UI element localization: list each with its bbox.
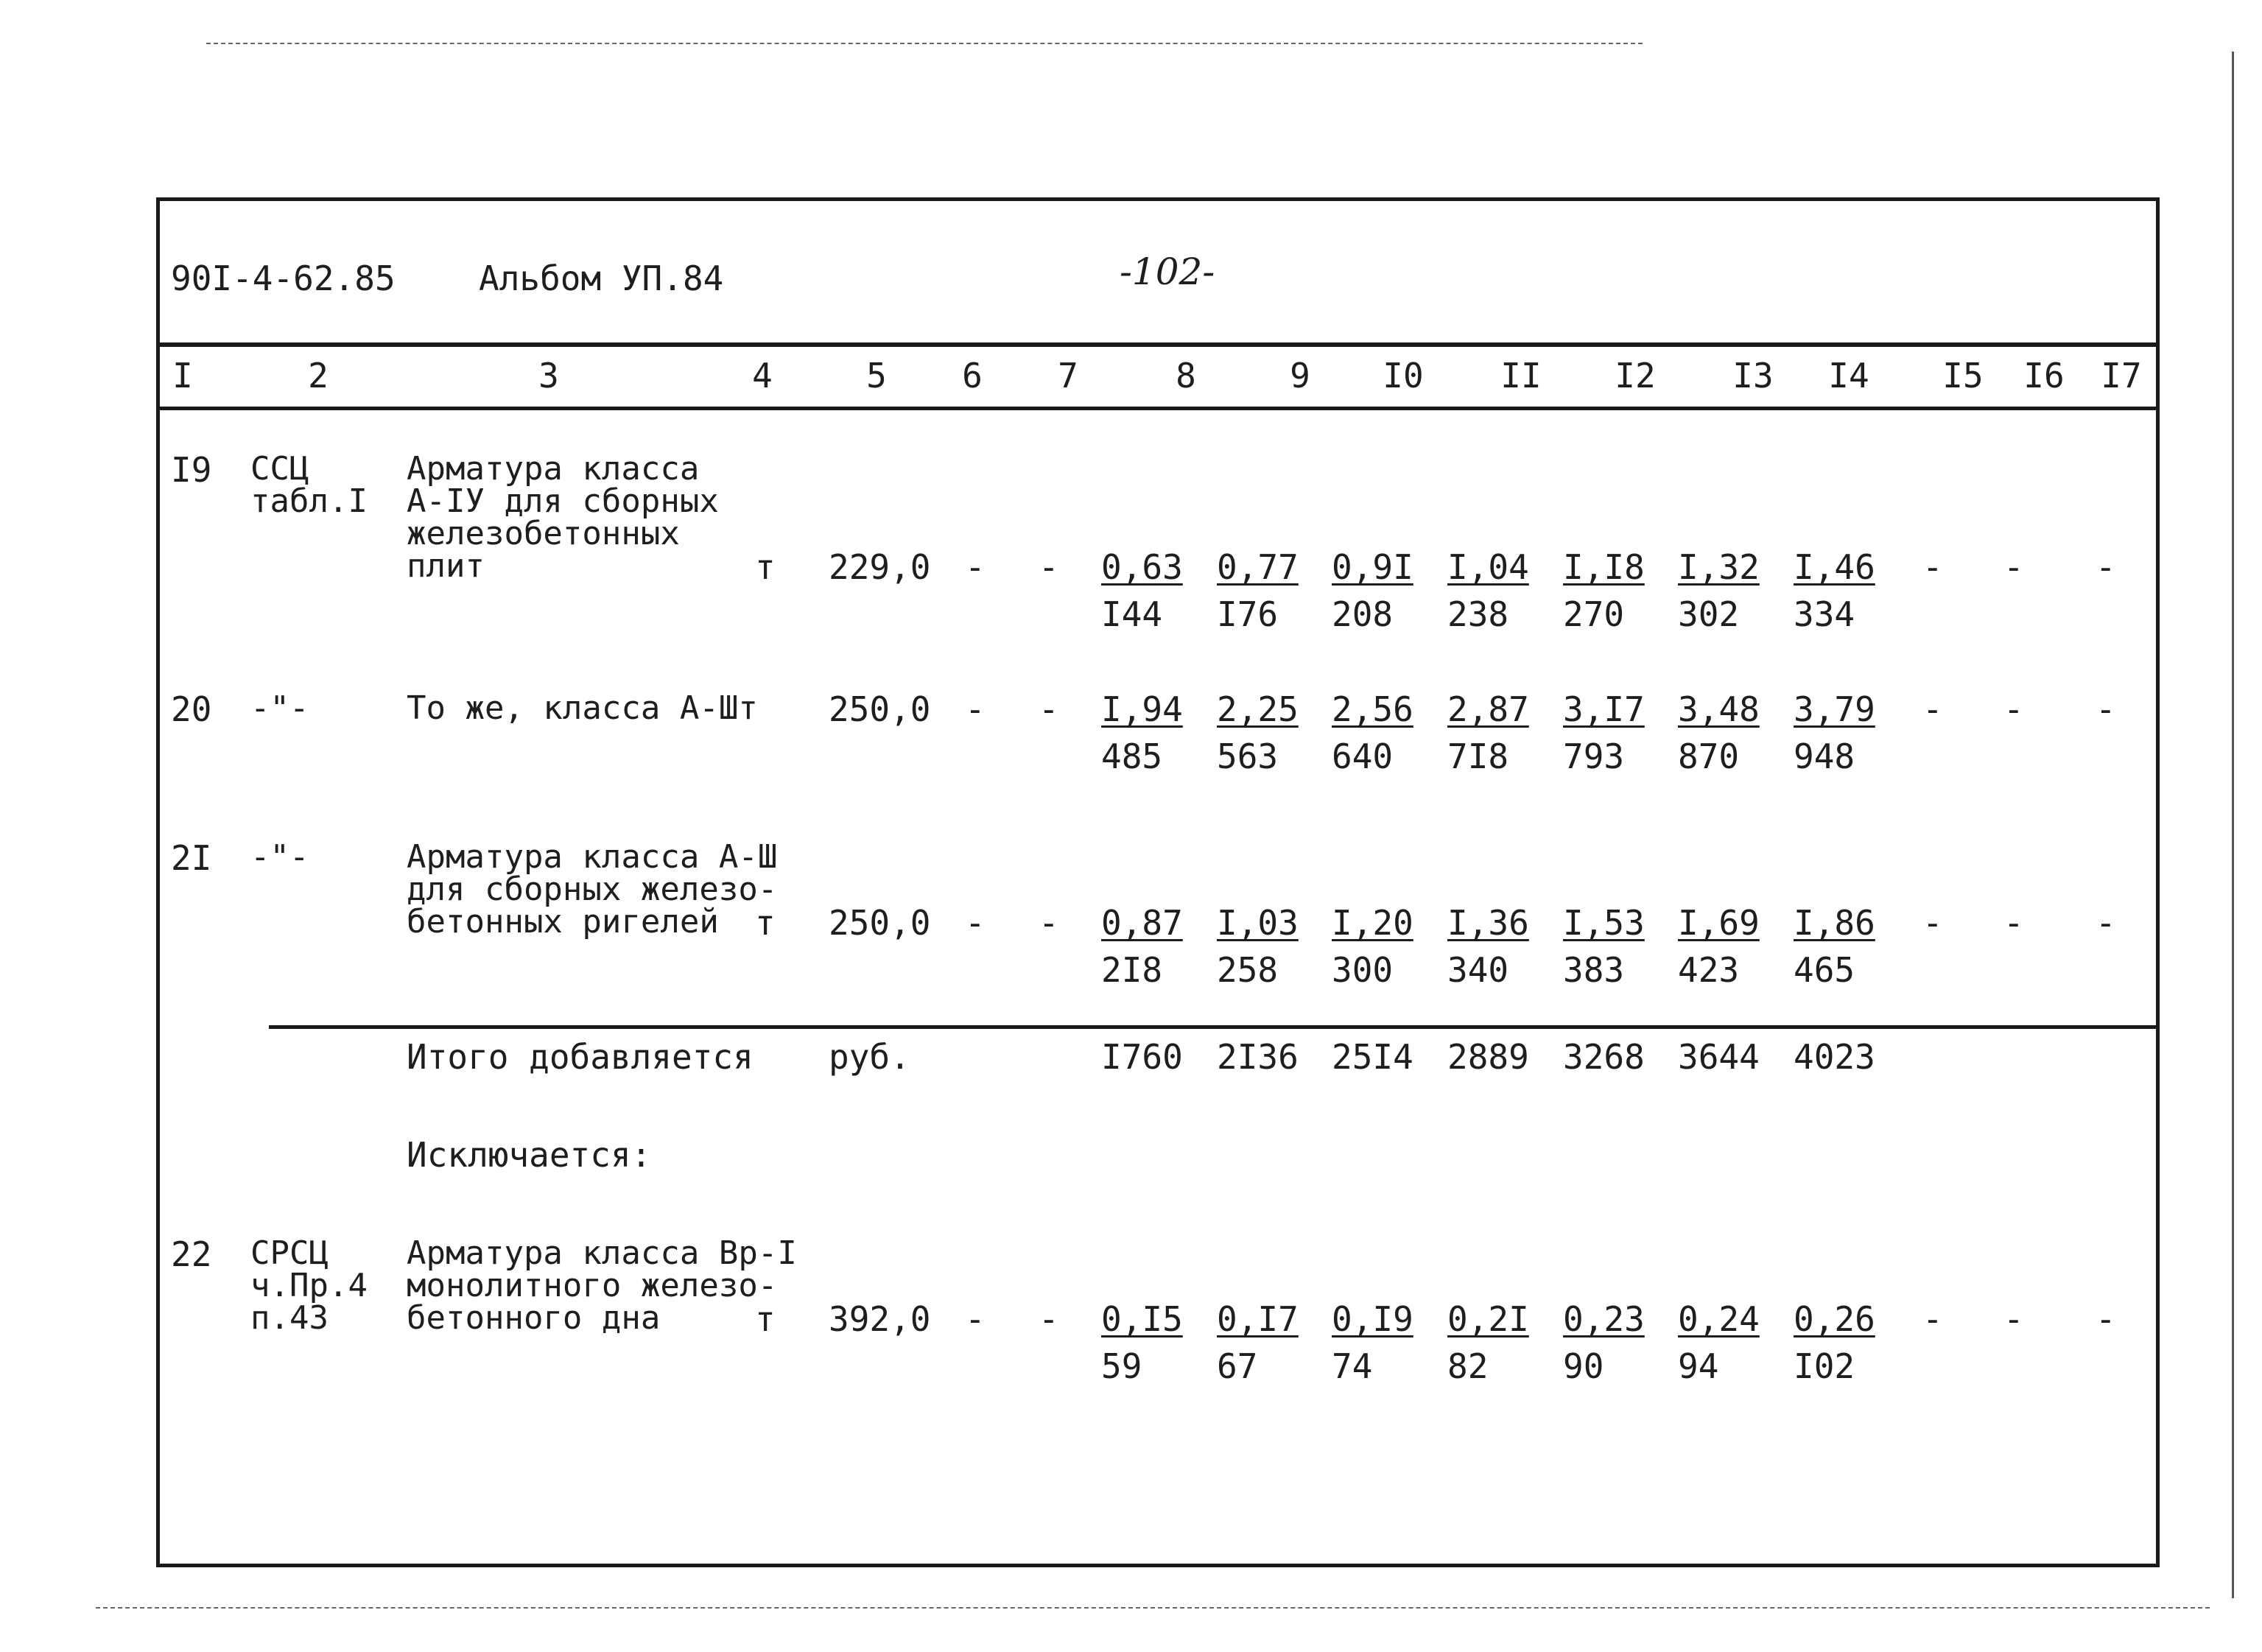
excluded-heading: Исключается: xyxy=(407,1135,652,1175)
row-quantity: I,94 xyxy=(1101,689,1183,729)
row-cost: 94 xyxy=(1678,1346,1719,1386)
row-quantity: 0,63 xyxy=(1101,547,1183,587)
row-col17: - xyxy=(2096,689,2116,729)
scan-edge-bottom xyxy=(96,1607,2210,1609)
column-header-7: 7 xyxy=(1058,356,1078,396)
row-quantity: 0,2I xyxy=(1447,1299,1529,1339)
row-description: Арматура класса А-Ш xyxy=(407,838,778,876)
row-col6: - xyxy=(965,689,986,729)
row-cost: 870 xyxy=(1678,737,1740,776)
row-quantity: 3,I7 xyxy=(1563,689,1645,729)
row-quantity: I,20 xyxy=(1332,903,1413,943)
column-header-17: I7 xyxy=(2101,356,2142,396)
column-header-5: 5 xyxy=(866,356,887,396)
row-cost: 300 xyxy=(1332,950,1394,990)
row-cost: 383 xyxy=(1563,950,1625,990)
row-cost: 302 xyxy=(1678,594,1740,634)
row-description: То же, класса А-Шт xyxy=(407,689,758,727)
row-cost: 238 xyxy=(1447,594,1509,634)
column-header-8: 8 xyxy=(1176,356,1196,396)
row-cost: 334 xyxy=(1794,594,1855,634)
row-cost: 485 xyxy=(1101,737,1163,776)
column-header-2: 2 xyxy=(308,356,329,396)
row-quantity: 2,25 xyxy=(1217,689,1299,729)
row-description: Арматура класса xyxy=(407,450,700,488)
row-quantity: I,I8 xyxy=(1563,547,1645,587)
row-col7: - xyxy=(1039,689,1059,729)
header-rule-bottom xyxy=(156,407,2160,410)
column-header-6: 6 xyxy=(962,356,983,396)
row-number: 2I xyxy=(171,838,212,878)
row-col16: - xyxy=(2003,903,2024,943)
row-cost: 90 xyxy=(1563,1346,1604,1386)
row-cost: I44 xyxy=(1101,594,1163,634)
row-cost: 208 xyxy=(1332,594,1394,634)
row-quantity: I,69 xyxy=(1678,903,1760,943)
row-quantity: I,53 xyxy=(1563,903,1645,943)
column-header-13: I3 xyxy=(1732,356,1774,396)
row-quantity: I,04 xyxy=(1447,547,1529,587)
column-header-9: 9 xyxy=(1290,356,1310,396)
row-quantity: I,03 xyxy=(1217,903,1299,943)
total-value: 3644 xyxy=(1678,1037,1760,1077)
row-number: 22 xyxy=(171,1234,212,1274)
row-cost: 2I8 xyxy=(1101,950,1163,990)
row-cost: 82 xyxy=(1447,1346,1489,1386)
page-number: -102- xyxy=(1120,250,1215,293)
row-col6: - xyxy=(965,547,986,587)
total-label: Итого добавляется xyxy=(407,1037,754,1077)
row-col17: - xyxy=(2096,903,2116,943)
row-cost: 948 xyxy=(1794,737,1855,776)
row-quantity: I,46 xyxy=(1794,547,1875,587)
row-cost: 340 xyxy=(1447,950,1509,990)
row-col7: - xyxy=(1039,547,1059,587)
column-header-3: 3 xyxy=(538,356,559,396)
row-price: 250,0 xyxy=(829,903,931,943)
row-col16: - xyxy=(2003,547,2024,587)
row-col6: - xyxy=(965,903,986,943)
header-rule-top xyxy=(156,342,2160,347)
row-source: ч.Пр.4 xyxy=(250,1267,368,1304)
row-quantity: 3,48 xyxy=(1678,689,1760,729)
row-quantity: 0,I7 xyxy=(1217,1299,1299,1339)
row-col16: - xyxy=(2003,1299,2024,1339)
row-description: монолитного железо- xyxy=(407,1267,778,1304)
row-quantity: 2,56 xyxy=(1332,689,1413,729)
row-col7: - xyxy=(1039,1299,1059,1339)
row-quantity: 0,I5 xyxy=(1101,1299,1183,1339)
row-description: бетонного дна xyxy=(407,1299,661,1337)
row-cost: 59 xyxy=(1101,1346,1142,1386)
row-cost: 74 xyxy=(1332,1346,1373,1386)
column-header-10: I0 xyxy=(1383,356,1424,396)
row-price: 250,0 xyxy=(829,689,931,729)
row-cost: 640 xyxy=(1332,737,1394,776)
row-price: 392,0 xyxy=(829,1299,931,1339)
row-source: -"- xyxy=(250,838,309,876)
row-col17: - xyxy=(2096,547,2116,587)
total-value: 2889 xyxy=(1447,1037,1529,1077)
row-source: табл.I xyxy=(250,482,368,520)
album-label: Альбом УП.84 xyxy=(479,259,724,298)
row-cost: 270 xyxy=(1563,594,1625,634)
row-quantity: 0,26 xyxy=(1794,1299,1875,1339)
row-description: Арматура класса Вр-I xyxy=(407,1234,797,1272)
row-cost: I02 xyxy=(1794,1346,1855,1386)
row-quantity: 3,79 xyxy=(1794,689,1875,729)
row-col15: - xyxy=(1922,689,1943,729)
row-description: А-IУ для сборных xyxy=(407,482,719,520)
row-description: для сборных железо- xyxy=(407,871,778,908)
row-col6: - xyxy=(965,1299,986,1339)
row-col15: - xyxy=(1922,1299,1943,1339)
row-quantity: 0,24 xyxy=(1678,1299,1760,1339)
row-col15: - xyxy=(1922,547,1943,587)
row-quantity: 0,I9 xyxy=(1332,1299,1413,1339)
row-quantity: 2,87 xyxy=(1447,689,1529,729)
total-value: 4023 xyxy=(1794,1037,1875,1077)
column-header-4: 4 xyxy=(752,356,773,396)
row-unit: т xyxy=(755,1299,776,1339)
row-col15: - xyxy=(1922,903,1943,943)
row-quantity: I,32 xyxy=(1678,547,1760,587)
row-source: -"- xyxy=(250,689,309,727)
row-col16: - xyxy=(2003,689,2024,729)
column-header-1: I xyxy=(172,356,193,396)
row-cost: 258 xyxy=(1217,950,1279,990)
row-quantity: 0,87 xyxy=(1101,903,1183,943)
total-separator xyxy=(269,1025,2160,1029)
row-price: 229,0 xyxy=(829,547,931,587)
total-value: I760 xyxy=(1101,1037,1183,1077)
row-col17: - xyxy=(2096,1299,2116,1339)
column-header-11: II xyxy=(1500,356,1542,396)
total-value: 25I4 xyxy=(1332,1037,1413,1077)
column-header-15: I5 xyxy=(1942,356,1984,396)
row-quantity: 0,9I xyxy=(1332,547,1413,587)
row-quantity: 0,77 xyxy=(1217,547,1299,587)
row-unit: т xyxy=(755,903,776,943)
total-value: 3268 xyxy=(1563,1037,1645,1077)
row-description: бетонных ригелей xyxy=(407,903,719,941)
row-col7: - xyxy=(1039,903,1059,943)
row-cost: 423 xyxy=(1678,950,1740,990)
row-cost: 67 xyxy=(1217,1346,1258,1386)
row-cost: 563 xyxy=(1217,737,1279,776)
total-unit: руб. xyxy=(829,1037,910,1077)
row-source: СРСЦ xyxy=(250,1234,329,1272)
row-number: I9 xyxy=(171,450,212,490)
column-header-14: I4 xyxy=(1828,356,1869,396)
column-header-16: I6 xyxy=(2023,356,2065,396)
row-description: плит xyxy=(407,547,485,585)
row-description: железобетонных xyxy=(407,515,680,552)
row-source: ССЦ xyxy=(250,450,309,488)
row-quantity: I,86 xyxy=(1794,903,1875,943)
row-unit: т xyxy=(755,547,776,587)
doc-code: 90I-4-62.85 xyxy=(171,259,396,298)
scan-edge-right xyxy=(2232,52,2234,1598)
row-source: п.43 xyxy=(250,1299,329,1337)
row-quantity: I,36 xyxy=(1447,903,1529,943)
row-cost: 465 xyxy=(1794,950,1855,990)
row-cost: I76 xyxy=(1217,594,1279,634)
row-number: 20 xyxy=(171,689,212,729)
row-cost: 793 xyxy=(1563,737,1625,776)
total-value: 2I36 xyxy=(1217,1037,1299,1077)
column-header-12: I2 xyxy=(1615,356,1656,396)
row-quantity: 0,23 xyxy=(1563,1299,1645,1339)
row-cost: 7I8 xyxy=(1447,737,1509,776)
scan-edge-top xyxy=(206,43,1643,44)
